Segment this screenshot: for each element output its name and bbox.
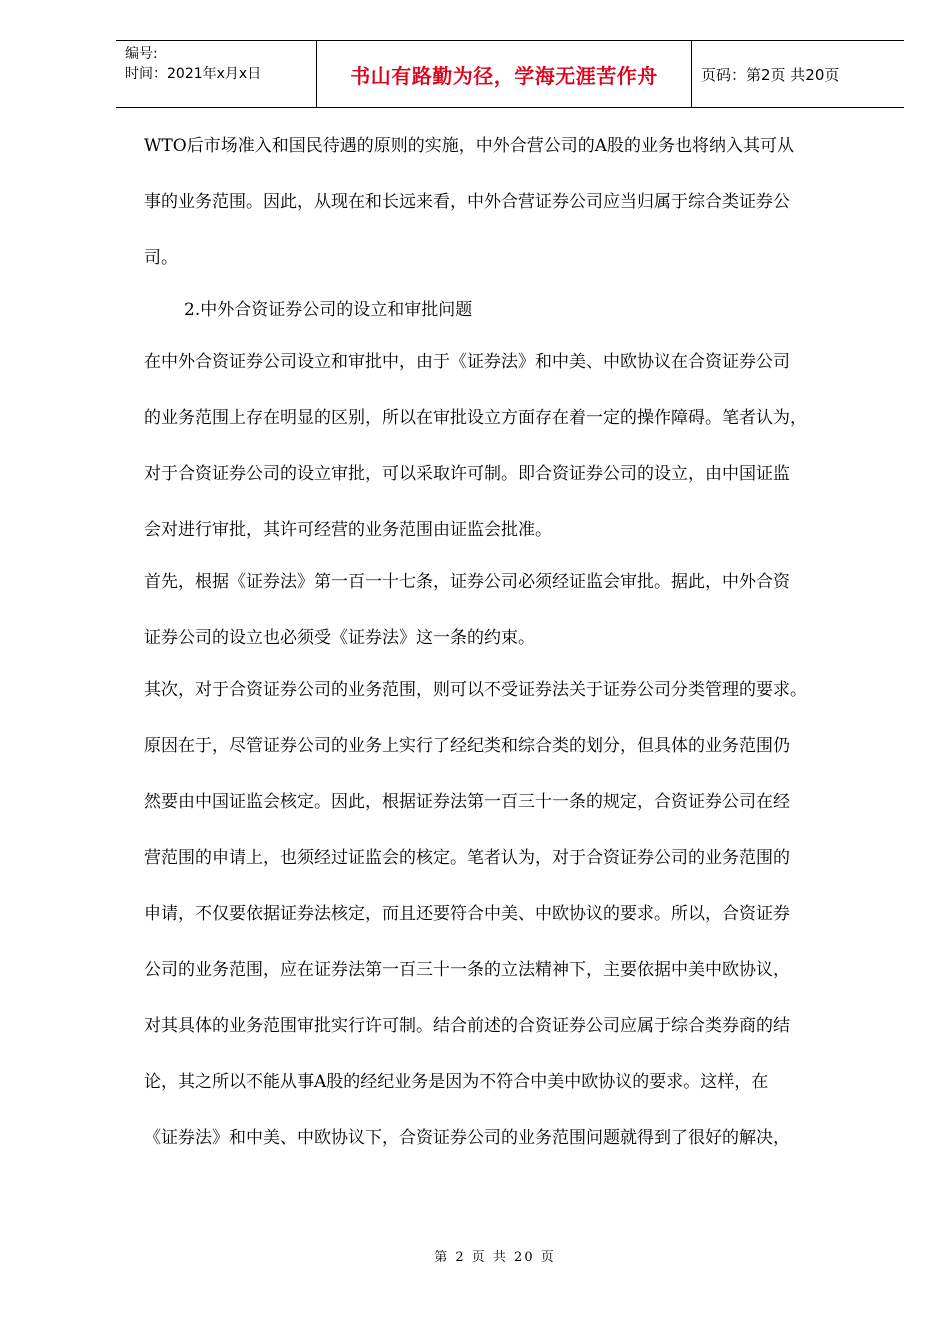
header-motto: 书山有路勤为径，学海无涯苦作舟	[350, 63, 658, 88]
body-line: 原因在于，尽管证券公司的业务上实行了经纪类和综合类的划分，但具体的业务范围仍	[144, 736, 790, 756]
body-line: 申请，不仅要依据证券法核定，而且还要符合中美、中欧协议的要求。所以，合资证券	[144, 904, 790, 924]
body-line: 对其具体的业务范围审批实行许可制。结合前述的合资证券公司应属于综合类券商的结	[144, 1016, 790, 1036]
body-line: WTO后市场准入和国民待遇的原则的实施，中外合营公司的A股的业务也将纳入其可从	[144, 136, 795, 156]
body-line: 论，其之所以不能从事A股的经纪业务是因为不符合中美中欧协议的要求。这样，在	[144, 1072, 769, 1092]
page-header	[116, 40, 904, 108]
section-heading: 2.中外合资证券公司的设立和审批问题	[184, 300, 473, 320]
header-left-cell	[116, 41, 316, 107]
page-footer: 第 2 页 共 20 页	[434, 1250, 556, 1265]
document-body	[144, 130, 884, 1178]
body-line: 的业务范围上存在明显的区别，所以在审批设立方面存在着一定的操作障碍。笔者认为，	[144, 408, 807, 428]
body-line: 营范围的申请上，也须经过证监会的核定。笔者认为，对于合资证券公司的业务范围的	[144, 848, 790, 868]
body-line: 其次，对于合资证券公司的业务范围，则可以不受证券法关于证券公司分类管理的要求。	[144, 680, 807, 700]
body-line: 司。	[144, 248, 178, 268]
header-center-cell	[316, 41, 692, 107]
header-right-cell	[692, 41, 904, 107]
body-line: 然要由中国证监会核定。因此，根据证券法第一百三十一条的规定，合资证券公司在经	[144, 792, 790, 812]
body-line: 公司的业务范围，应在证券法第一百三十一条的立法精神下，主要依据中美中欧协议，	[144, 960, 790, 980]
body-line: 事的业务范围。因此，从现在和长远来看，中外合营证券公司应当归属于综合类证券公	[144, 192, 790, 212]
document-number-label: 编号:	[125, 46, 158, 62]
body-line: 对于合资证券公司的设立审批，可以采取许可制。即合资证券公司的设立，由中国证监	[144, 464, 790, 484]
body-line: 会对进行审批，其许可经营的业务范围由证监会批准。	[144, 520, 552, 540]
body-line: 证券公司的设立也必须受《证券法》这一条的约束。	[144, 628, 535, 648]
body-line: 《证券法》和中美、中欧协议下，合资证券公司的业务范围问题就得到了很好的解决，	[144, 1128, 790, 1148]
body-line: 在中外合资证券公司设立和审批中，由于《证券法》和中美、中欧协议在合资证券公司	[144, 352, 790, 372]
body-line: 首先，根据《证券法》第一百一十七条，证券公司必须经证监会审批。据此，中外合资	[144, 572, 790, 592]
header-page-info: 页码：第2页 共20页	[701, 65, 840, 84]
document-time-label: 时间：2021年x月x日	[125, 66, 262, 82]
